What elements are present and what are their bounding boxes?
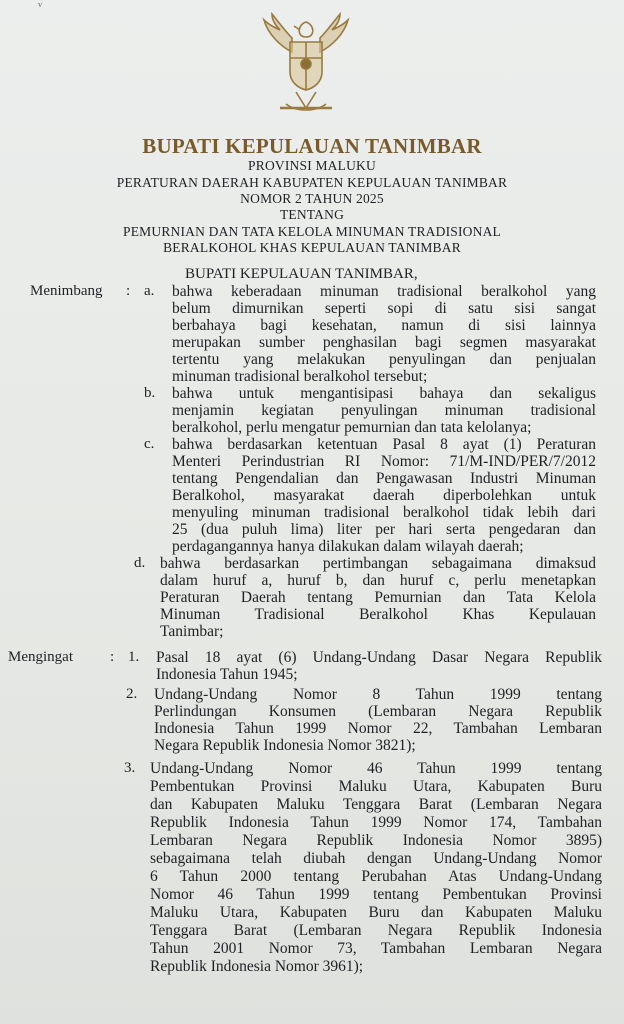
preamble: BUPATI KEPULAUAN TANIMBAR, — [185, 266, 418, 282]
mengingat-2-line: Undang-Undang Nomor 8 Tahun 1999 tentang — [154, 686, 602, 703]
garuda-emblem-icon — [250, 12, 362, 116]
menimbang-mark-c: c. — [144, 436, 155, 452]
mengingat-3-line: Nomor 46 Tahun 1999 tentang Pembentukan Provinsi — [150, 886, 602, 903]
mengingat-3-line: Lembaran Negara Republik Indonesia Nomor 3895) — [150, 832, 602, 849]
menimbang-mark-a: a. — [144, 283, 155, 299]
menimbang-label: Menimbang — [30, 283, 103, 299]
menimbang-b-line: menjamin kegiatan penyulingan minuman tradisional — [172, 402, 596, 419]
mengingat-3-line: Maluku Utara, Kabupaten Buru dan Kabupaten Maluku — [150, 904, 602, 921]
menimbang-c-line: Beralkohol, masyarakat daerah diperbolehkan untuk — [172, 487, 596, 504]
mengingat-2-line: Negara Republik Indonesia Nomor 3821); — [154, 737, 416, 754]
mengingat-2-line: Indonesia Tahun 1999 Nomor 22, Tambahan Lembaran — [154, 720, 602, 737]
mengingat-mark-3: 3. — [124, 760, 136, 776]
menimbang-a-line: merupakan sumber penghasilan bagi segmen masyarakat — [172, 334, 596, 351]
menimbang-d-line: dalam huruf a, huruf b, dan huruf c, perlu menetapkan — [160, 572, 596, 589]
mengingat-3-line: Republik Indonesia Tahun 1999 Nomor 174, Tambahan — [150, 814, 602, 831]
menimbang-d-line: Tanimbar; — [160, 623, 224, 640]
mengingat-colon: : — [110, 649, 115, 665]
mengingat-3-line: dan Kabupaten Maluku Tenggara Barat (Lembaran Negara — [150, 796, 602, 813]
menimbang-b-line: bahwa untuk mengantisipasi bahaya dan sekaligus — [172, 385, 596, 402]
menimbang-c-line: tentang Pengendalian dan Pengawasan Industri Minuman — [172, 470, 596, 487]
menimbang-b-line: beralkohol, perlu mengatur pemurnian dan tata kelolanya; — [172, 419, 532, 436]
mengingat-mark-1: 1. — [128, 649, 140, 665]
menimbang-a-line: belum dimurnikan seperti sopi di satu sisi sangat — [172, 300, 596, 317]
menimbang-c-line: menyuling minuman tradisional beralkohol tidak lebih dari — [172, 504, 596, 521]
menimbang-colon: : — [126, 283, 131, 299]
page-corner-mark: ᵛ — [38, 0, 43, 15]
mengingat-3-line: Undang-Undang Nomor 46 Tahun 1999 tentang — [150, 760, 602, 777]
header-line-number: NOMOR 2 TAHUN 2025 — [240, 191, 384, 206]
menimbang-c-line: bahwa berdasarkan ketentuan Pasal 8 ayat (1) Peraturan — [172, 436, 596, 453]
mengingat-1-line: Indonesia Tahun 1945; — [156, 666, 298, 683]
menimbang-a-line: berbahaya bagi kesehatan, namun di sisi lainnya — [172, 317, 596, 334]
mengingat-3-line: Tahun 2001 Nomor 73, Tambahan Lembaran Negara — [150, 940, 602, 957]
mengingat-3-line: Republik Indonesia Nomor 3961); — [150, 958, 364, 975]
menimbang-d-line: Peraturan Daerah tentang Pemurnian dan Tata Kelola — [160, 589, 596, 606]
menimbang-a-line: minuman tradisional beralkohol tersebut; — [172, 368, 428, 385]
menimbang-d-line: Minuman Tradisional Beralkohol Khas Kepulauan — [160, 606, 596, 623]
menimbang-mark-d: d. — [134, 555, 146, 571]
mengingat-3-line: 6 Tahun 2000 tentang Perubahan Atas Undang-Undang — [150, 868, 602, 885]
mengingat-3-line: Tenggara Barat (Lembaran Negara Republik Indonesia — [150, 922, 602, 939]
mengingat-3-line: sebagaimana telah diubah dengan Undang-Undang Nomor — [150, 850, 602, 867]
header-line-tentang: TENTANG — [279, 207, 345, 222]
mengingat-2-line: Perlindungan Konsumen (Lembaran Negara Republik — [154, 703, 602, 720]
header-line-province: PROVINSI MALUKU — [248, 158, 376, 173]
menimbang-c-line: 25 (dua puluh lima) liter per hari serta pengedaran dan — [172, 521, 596, 538]
document-title: BUPATI KEPULAUAN TANIMBAR — [142, 134, 482, 158]
menimbang-c-line: perdagangannya hanya dilakukan dalam wilayah daerah; — [172, 538, 524, 555]
menimbang-mark-b: b. — [144, 385, 156, 401]
menimbang-c-line: Menteri Perindustrian RI Nomor: 71/M-IND/PER/7/2012 — [172, 453, 596, 470]
header-line-subject-2: BERALKOHOL KHAS KEPULAUAN TANIMBAR — [163, 240, 461, 255]
menimbang-a-line: tertentu yang melakukan penyulingan dan penjualan — [172, 351, 596, 368]
mengingat-mark-2: 2. — [126, 686, 138, 702]
header-line-subject-1: PEMURNIAN DAN TATA KELOLA MINUMAN TRADISIONAL — [123, 224, 501, 239]
mengingat-1-line: Pasal 18 ayat (6) Undang-Undang Dasar Negara Republik — [156, 649, 602, 666]
mengingat-3-line: Pembentukan Provinsi Maluku Utara, Kabupaten Buru — [150, 778, 602, 795]
menimbang-d-line: bahwa berdasarkan pertimbangan sebagaimana dimaksud — [160, 555, 596, 572]
header-line-regulation: PERATURAN DAERAH KABUPATEN KEPULAUAN TANIMBAR — [116, 175, 508, 190]
menimbang-a-line: bahwa keberadaan minuman tradisional beralkohol yang — [172, 283, 596, 300]
mengingat-label: Mengingat — [8, 649, 73, 665]
